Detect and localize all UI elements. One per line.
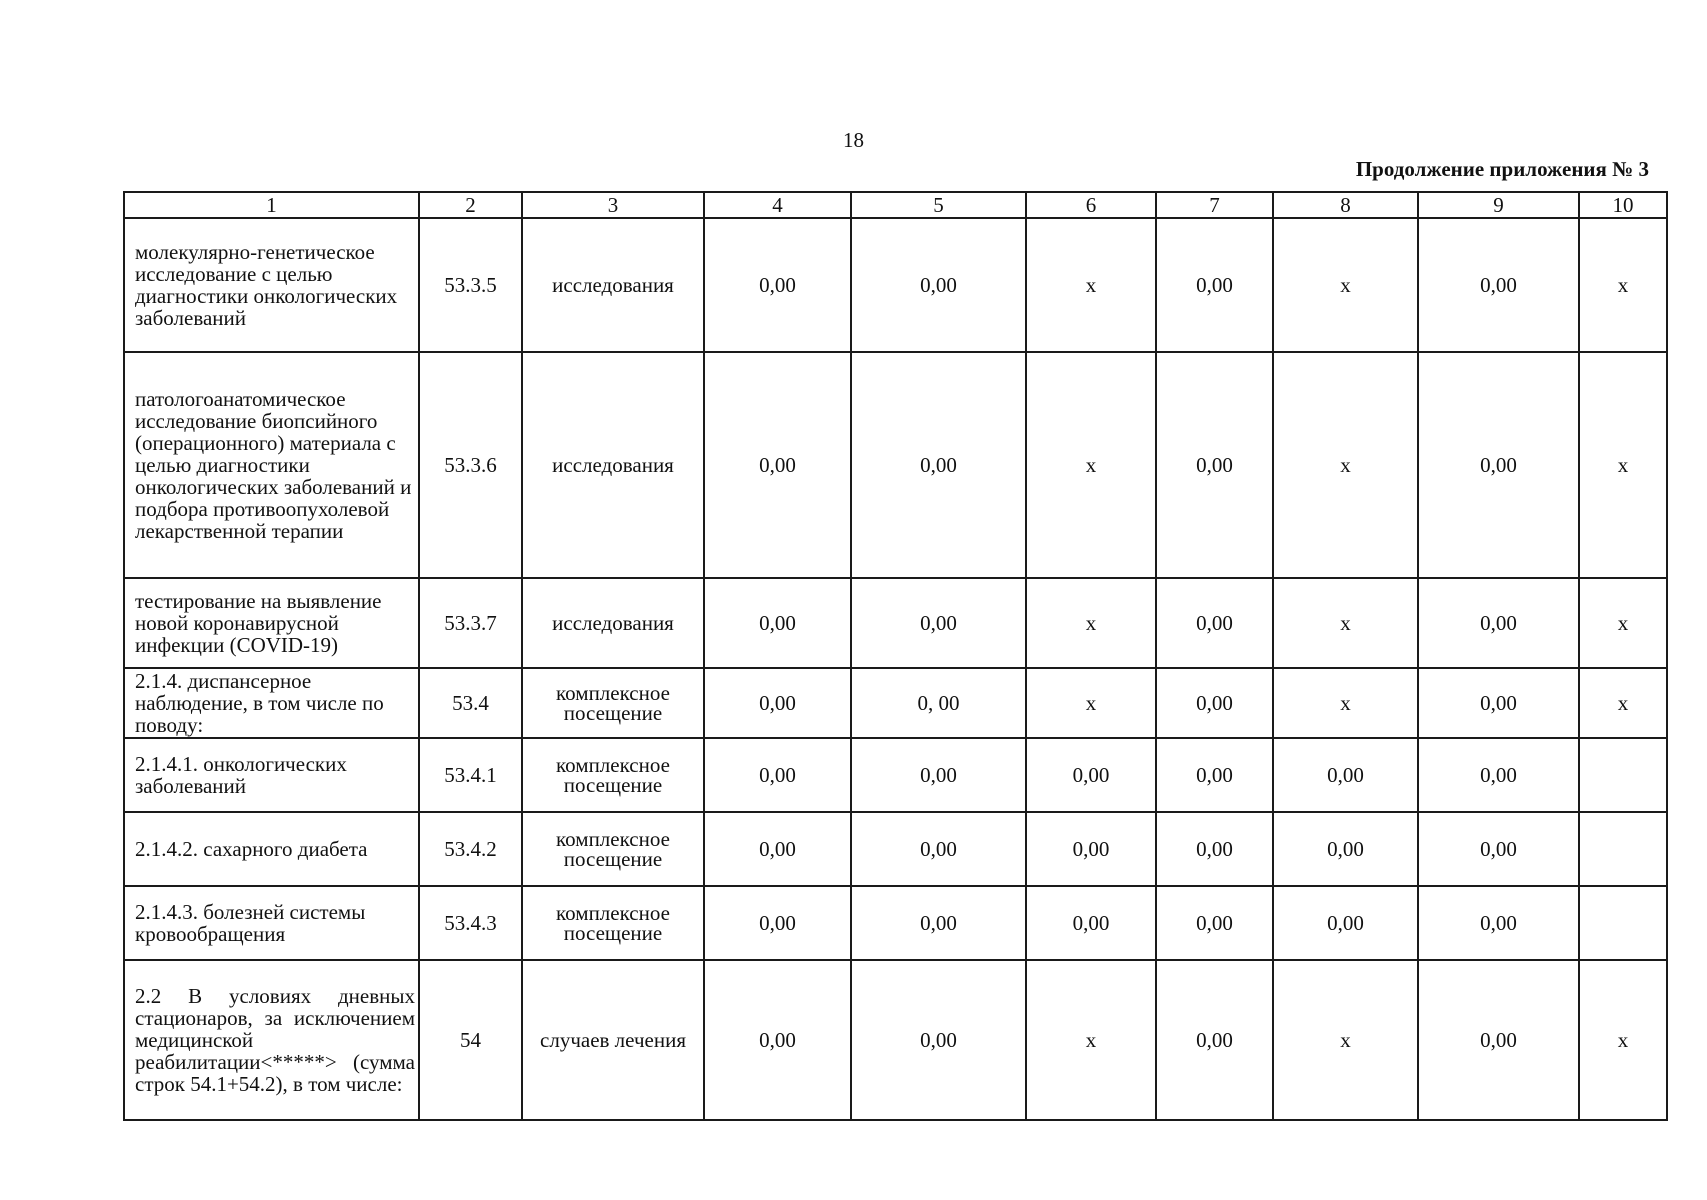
value-cell bbox=[1579, 738, 1667, 812]
column-number: 2 bbox=[419, 192, 522, 218]
value-cell: 0,00 bbox=[704, 668, 851, 738]
value-cell: х bbox=[1273, 578, 1418, 668]
row-unit: исследования bbox=[522, 578, 704, 668]
row-unit: исследования bbox=[522, 218, 704, 352]
value-cell: х bbox=[1579, 218, 1667, 352]
value-cell: 0,00 bbox=[704, 812, 851, 886]
value-cell: х bbox=[1026, 668, 1156, 738]
column-number: 10 bbox=[1579, 192, 1667, 218]
value-cell: 0,00 bbox=[1156, 812, 1273, 886]
row-code: 53.4.1 bbox=[419, 738, 522, 812]
value-cell: 0,00 bbox=[704, 218, 851, 352]
table-row bbox=[124, 218, 1667, 352]
row-code: 54 bbox=[419, 960, 522, 1120]
value-cell bbox=[1579, 812, 1667, 886]
value-cell: 0,00 bbox=[851, 960, 1026, 1120]
value-cell: 0,00 bbox=[851, 352, 1026, 578]
row-unit: комплексное посещение bbox=[522, 668, 704, 738]
value-cell: 0,00 bbox=[1418, 738, 1579, 812]
value-cell: 0,00 bbox=[1418, 578, 1579, 668]
value-cell: х bbox=[1026, 960, 1156, 1120]
value-cell: 0,00 bbox=[851, 578, 1026, 668]
value-cell: 0,00 bbox=[1418, 218, 1579, 352]
value-cell: 0,00 bbox=[1156, 960, 1273, 1120]
value-cell: 0,00 bbox=[1418, 960, 1579, 1120]
row-name: 2.1.4.2. сахарного диабета bbox=[124, 812, 419, 886]
value-cell: 0,00 bbox=[1026, 886, 1156, 960]
row-unit: случаев лечения bbox=[522, 960, 704, 1120]
value-cell: 0,00 bbox=[1156, 886, 1273, 960]
column-number: 6 bbox=[1026, 192, 1156, 218]
column-number: 9 bbox=[1418, 192, 1579, 218]
row-unit: комплексное посещение bbox=[522, 886, 704, 960]
row-unit: комплексное посещение bbox=[522, 738, 704, 812]
value-cell: х bbox=[1579, 960, 1667, 1120]
value-cell: 0,00 bbox=[704, 738, 851, 812]
value-cell: 0,00 bbox=[1273, 886, 1418, 960]
value-cell: 0,00 bbox=[1156, 352, 1273, 578]
table-row bbox=[124, 960, 1667, 1120]
value-cell: х bbox=[1273, 218, 1418, 352]
value-cell: 0,00 bbox=[851, 738, 1026, 812]
row-name: 2.2 В условиях дневных стационаров, за исключением медицинской реабилитации<*****> (сумма строк 54.1+54.2), в том числе: bbox=[124, 960, 419, 1120]
row-name: 2.1.4.3. болезней системы кровообращения bbox=[124, 886, 419, 960]
column-number: 4 bbox=[704, 192, 851, 218]
value-cell: 0,00 bbox=[704, 960, 851, 1120]
value-cell bbox=[1579, 886, 1667, 960]
value-cell: 0,00 bbox=[1156, 668, 1273, 738]
value-cell: 0,00 bbox=[1418, 352, 1579, 578]
value-cell: 0,00 bbox=[1273, 738, 1418, 812]
column-number: 7 bbox=[1156, 192, 1273, 218]
value-cell: 0,00 bbox=[704, 578, 851, 668]
row-name: 2.1.4.1. онкологических заболеваний bbox=[124, 738, 419, 812]
row-name: 2.1.4. диспансерное наблюдение, в том числе по поводу: bbox=[124, 668, 419, 738]
value-cell: х bbox=[1579, 352, 1667, 578]
value-cell: х bbox=[1579, 668, 1667, 738]
column-number: 5 bbox=[851, 192, 1026, 218]
appendix-continuation-label: Продолжение приложения № 3 bbox=[1355, 157, 1649, 181]
row-code: 53.3.5 bbox=[419, 218, 522, 352]
column-number: 1 bbox=[124, 192, 419, 218]
row-code: 53.3.7 bbox=[419, 578, 522, 668]
table-row bbox=[124, 812, 1667, 886]
value-cell: х bbox=[1273, 352, 1418, 578]
value-cell: 0,00 bbox=[1026, 738, 1156, 812]
value-cell: 0,00 bbox=[1273, 812, 1418, 886]
value-cell: 0,00 bbox=[1418, 886, 1579, 960]
value-cell: 0,00 bbox=[704, 886, 851, 960]
value-cell: х bbox=[1579, 578, 1667, 668]
value-cell: 0,00 bbox=[1156, 738, 1273, 812]
table-row bbox=[124, 886, 1667, 960]
table-row bbox=[124, 668, 1667, 738]
value-cell: х bbox=[1273, 960, 1418, 1120]
value-cell: х bbox=[1026, 578, 1156, 668]
value-cell: х bbox=[1026, 352, 1156, 578]
value-cell: 0,00 bbox=[851, 218, 1026, 352]
row-code: 53.4.2 bbox=[419, 812, 522, 886]
value-cell: х bbox=[1273, 668, 1418, 738]
value-cell: 0, 00 bbox=[851, 668, 1026, 738]
value-cell: 0,00 bbox=[1156, 578, 1273, 668]
value-cell: 0,00 bbox=[704, 352, 851, 578]
value-cell: 0,00 bbox=[851, 812, 1026, 886]
row-name: тестирование на выявление новой коронавирусной инфекции (COVID-19) bbox=[124, 578, 419, 668]
row-name: молекулярно-генетическое исследование с целью диагностики онкологических заболеваний bbox=[124, 218, 419, 352]
row-unit: комплексное посещение bbox=[522, 812, 704, 886]
column-number: 8 bbox=[1273, 192, 1418, 218]
value-cell: 0,00 bbox=[1156, 218, 1273, 352]
row-name: патологоанатомическое исследование биопсийного (операционного) материала с целью диагностики онкологических заболеваний и подбора противоопухолевой лекарственной терапии bbox=[124, 352, 419, 578]
indicator-table bbox=[123, 191, 1668, 1121]
value-cell: 0,00 bbox=[851, 886, 1026, 960]
table-row bbox=[124, 738, 1667, 812]
value-cell: 0,00 bbox=[1418, 668, 1579, 738]
table-row bbox=[124, 352, 1667, 578]
value-cell: 0,00 bbox=[1418, 812, 1579, 886]
row-code: 53.4 bbox=[419, 668, 522, 738]
row-code: 53.3.6 bbox=[419, 352, 522, 578]
value-cell: х bbox=[1026, 218, 1156, 352]
row-code: 53.4.3 bbox=[419, 886, 522, 960]
table-row bbox=[124, 578, 1667, 668]
row-unit: исследования bbox=[522, 352, 704, 578]
page-number: 18 bbox=[843, 128, 864, 152]
column-number: 3 bbox=[522, 192, 704, 218]
value-cell: 0,00 bbox=[1026, 812, 1156, 886]
column-number-row bbox=[124, 192, 1667, 218]
